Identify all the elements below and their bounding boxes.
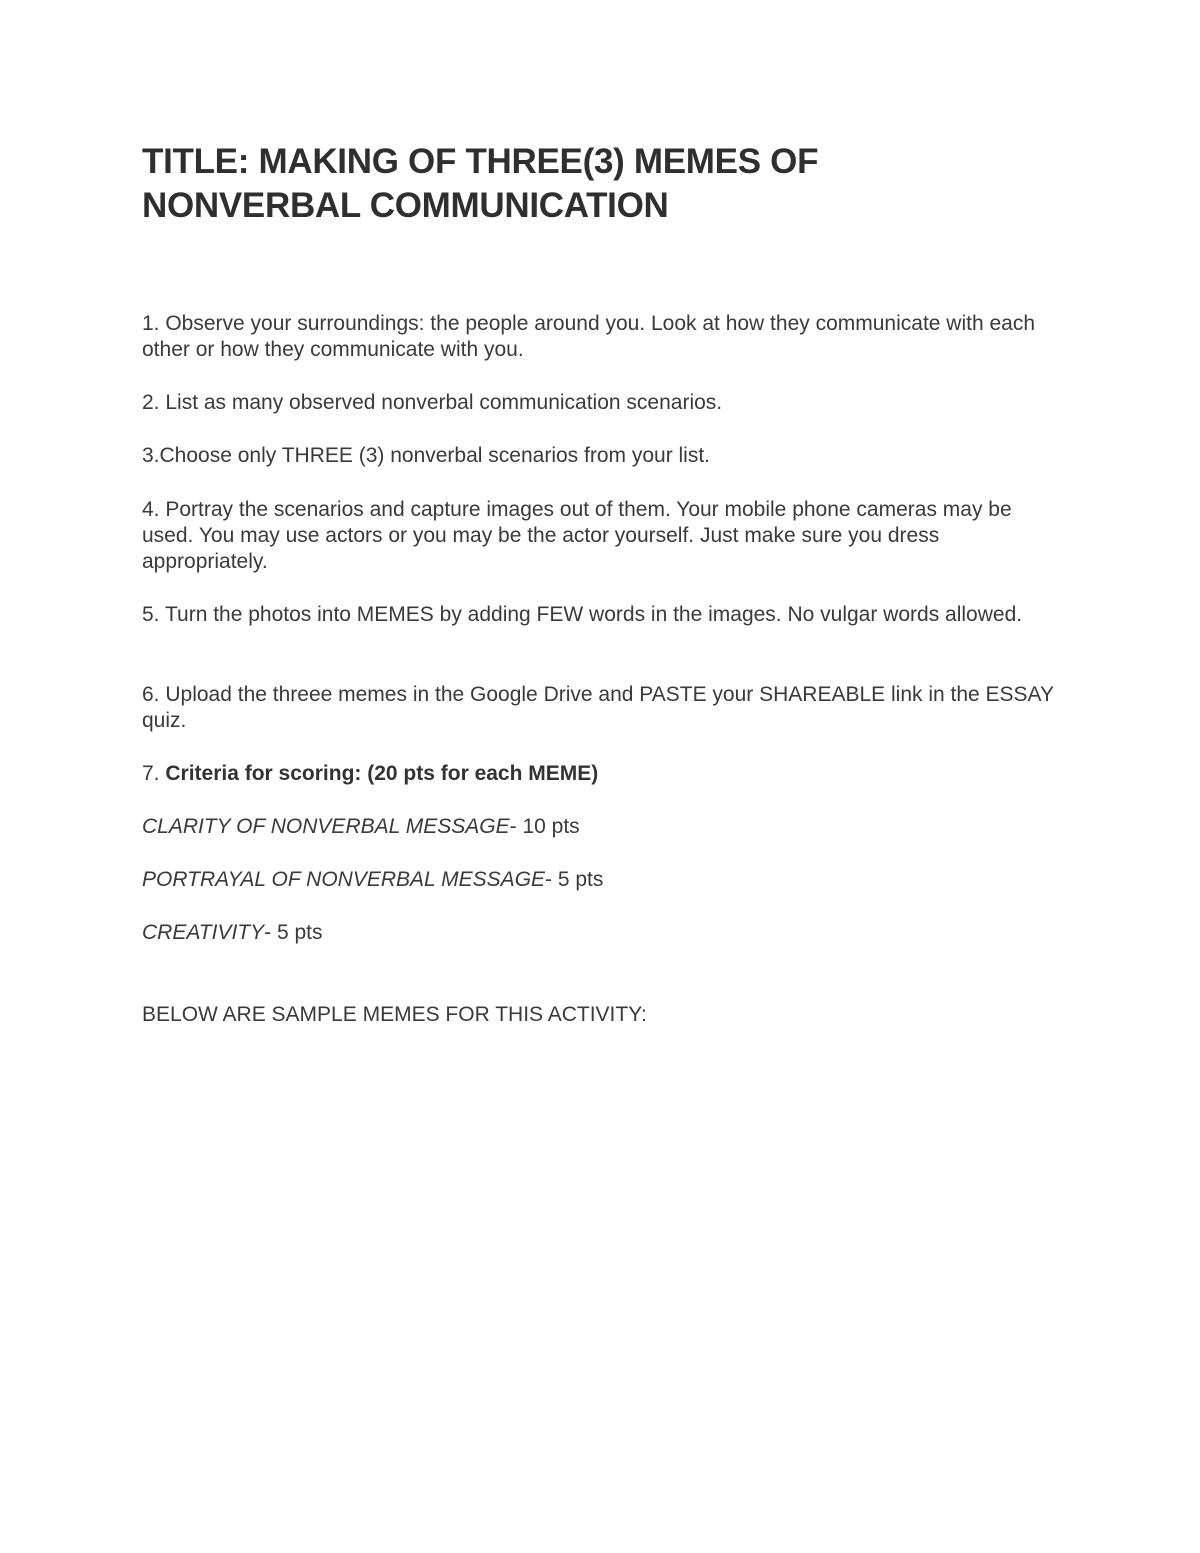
criterion-points: - 10 pts	[509, 815, 580, 838]
criterion-label: PORTRAYAL OF NONVERBAL MESSAGE	[142, 868, 546, 891]
criterion-creativity	[142, 920, 1057, 946]
criterion-portrayal	[142, 867, 1057, 893]
criterion-clarity	[142, 814, 1057, 840]
step-4: 4. Portray the scenarios and capture images out of them. Your mobile phone cameras may be used. You may use actors or you may be the actor yourself. Just make sure you dress appropriately.	[142, 498, 1012, 573]
criteria-heading: Criteria for scoring: (20 pts for each MEME)	[165, 762, 599, 785]
step-2: 2. List as many observed nonverbal communication scenarios.	[142, 391, 723, 414]
criterion-points: - 5 pts	[545, 868, 604, 891]
criterion-label: CREATIVITY	[142, 921, 265, 944]
step-7-criteria	[142, 761, 1057, 787]
document-title: TITLE: MAKING OF THREE(3) MEMES OF NONVERBAL COMMUNICATION	[142, 142, 819, 225]
step-6: 6. Upload the threee memes in the Google Drive and PASTE your SHAREABLE link in the ESSAY quiz.	[142, 683, 1054, 732]
step-5: 5. Turn the photos into MEMES by adding FEW words in the images. No vulgar words allowed.	[142, 603, 1023, 626]
step-1: 1. Observe your surroundings: the people around you. Look at how they communicate with each other or how they communicate with you.	[142, 312, 1036, 361]
criteria-number: 7.	[142, 762, 166, 785]
step-3: 3.Choose only THREE (3) nonverbal scenarios from your list.	[142, 444, 711, 467]
criterion-label: CLARITY OF NONVERBAL MESSAGE	[142, 815, 510, 838]
criterion-points: - 5 pts	[264, 921, 323, 944]
sample-memes-note: BELOW ARE SAMPLE MEMES FOR THIS ACTIVITY:	[142, 1003, 647, 1026]
